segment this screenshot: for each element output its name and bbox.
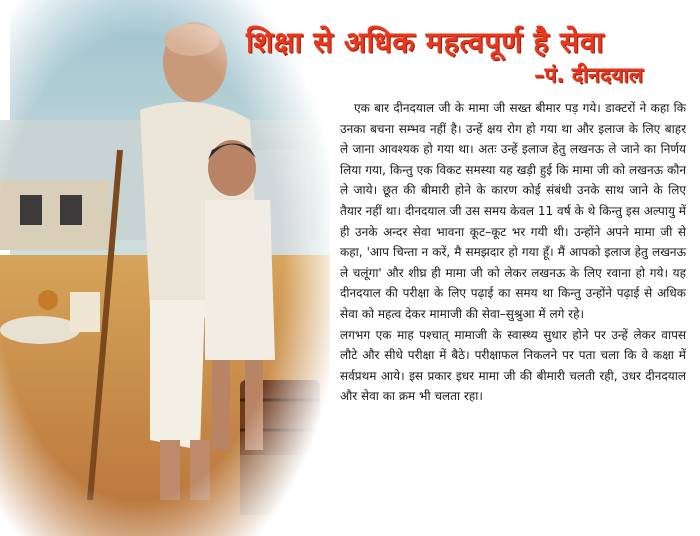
article-author: –पं. दीनदयाल [534,63,643,87]
paragraph-2: लगभग एक माह पश्चात् मामाजी के स्वास्थ्य सुधार होने पर उन्हें लेकर वापस लौटे और सीधे परीक्षा में बैठे। परीक्षाफल निकलने पर पता चला कि वे कक्षा में सर्वप्रथम आये। इस प्रकार इधर मामा जी की बीमारी चलती रही, उधर दीनदयाल और सेवा का क्रम भी चलता रहा। [340,327,686,404]
article-title: शिक्षा से अधिक महत्वपूर्ण है सेवा [246,25,605,59]
article-body [340,98,686,407]
story-illustration [0,0,330,536]
paragraph-1: एक बार दीनदयाल जी के मामा जी सख्त बीमार पड़ गये। डाक्टरों ने कहा कि उनका बचना सम्भव नहीं है। उन्हें क्षय रोग हो गया था और इलाज के लिए बाहर ले जाना आवश्यक हो गया था। अतः उन्हें इलाज हेतु लखनऊ ले जाने का निर्णय लिया गया, किन्तु एक विकट समस्या यह खड़ी हुई कि मामा जी को लखनऊ कौन ले जाये। छूत की बीमारी होने के कारण कोई संबंधी उनके साथ जाने के लिए तैयार नहीं था। दीनदयाल जी उस समय केवल 11 वर्ष के थे किन्तु इस अल्पायु में ही उनके अन्दर सेवा भावना कूट–कूट भर गयी थी। उन्होंने अपने मामा जी से कहा, 'आप चिन्ता न करें, मै समझदार हो गया हूँ। मैं आपको इलाज हेतु लखनऊ ले चलूंगा' और शीघ्र ही मामा जी को लेकर लखनऊ के लिए रवाना हो गये। यह दीनदयाल की परीक्षा के लिए पढ़ाई का समय था किन्तु उन्होंने पढ़ाई से अधिक सेवा को महत्व देकर मामाजी की सेवा–सुश्रुआ में लगे रहे। [340,101,686,321]
